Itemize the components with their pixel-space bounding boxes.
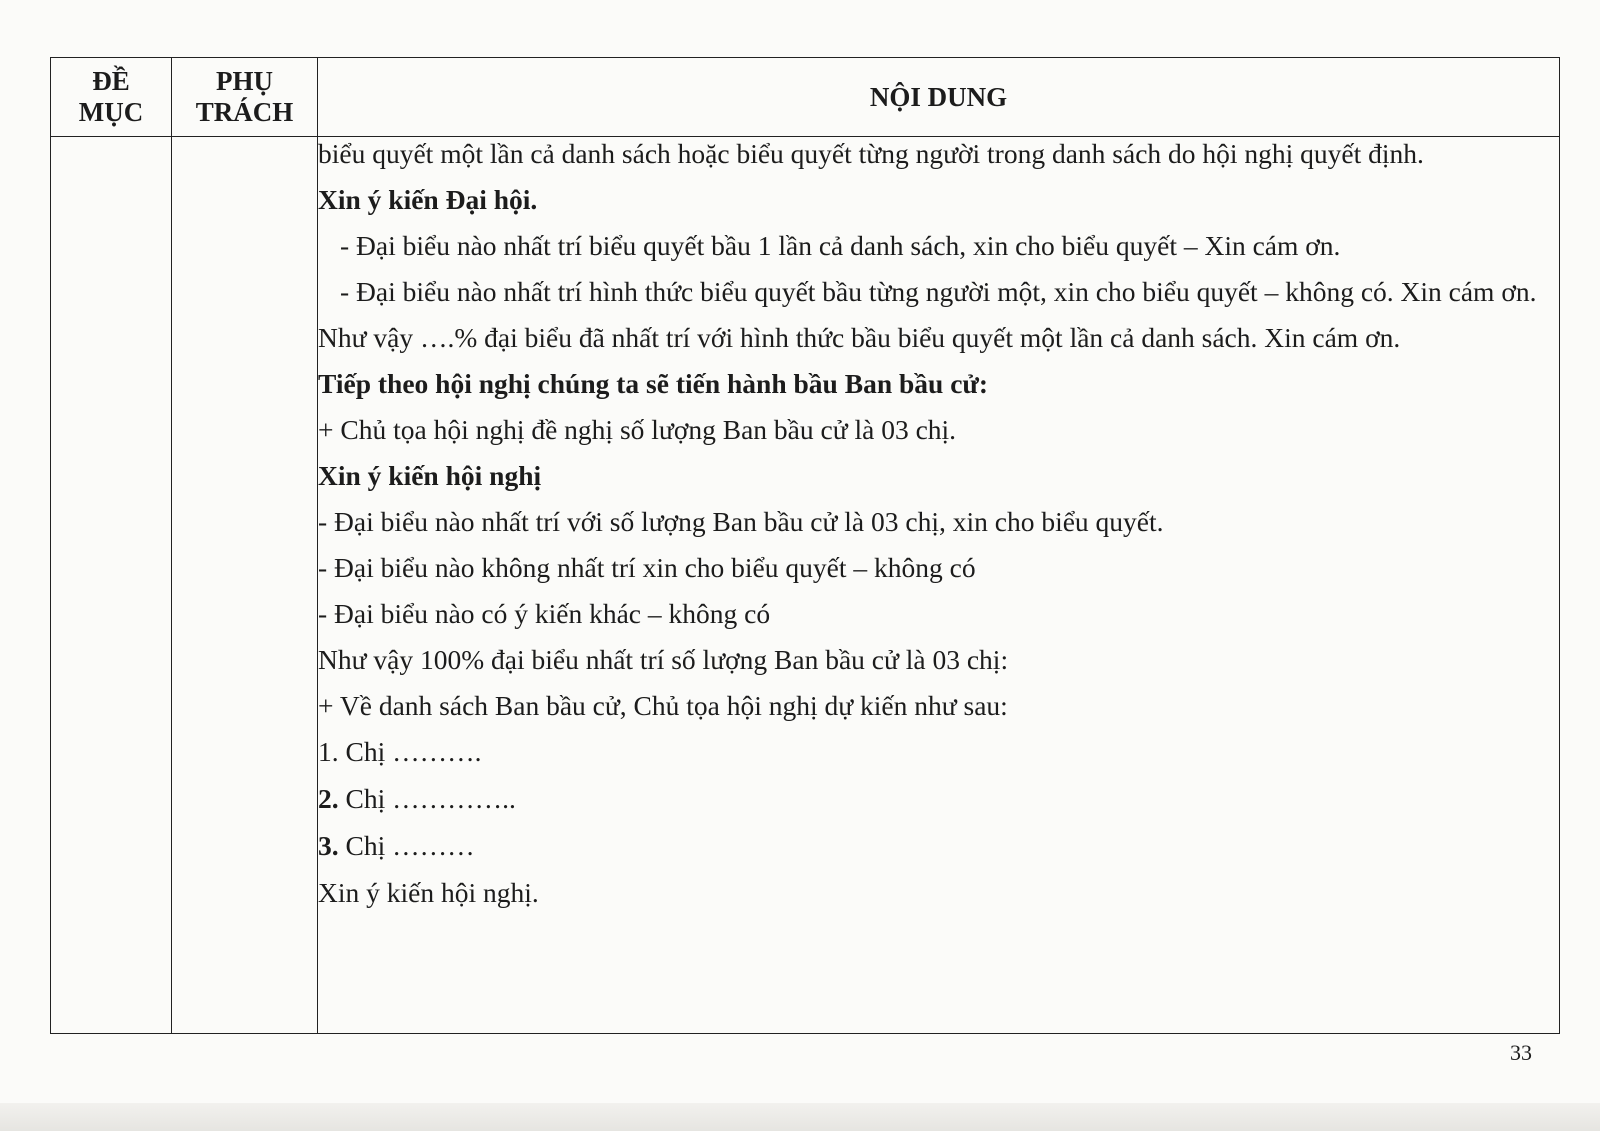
heading-xin-y-kien-dai-hoi: Xin ý kiến Đại hội. [318,184,538,215]
header-phu-trach-line1: PHỤ [216,66,273,96]
cell-noi-dung [318,137,1560,1034]
cell-de-muc [51,137,172,1034]
cell-phu-trach [172,137,318,1034]
list-item-number: 3. [318,830,339,861]
list-item-text: Chị ………. [345,736,482,767]
header-phu-trach-line2: TRÁCH [195,97,294,127]
paragraph-result-percent: Như vậy ….% đại biểu đã nhất trí với hình thức bầu biểu quyết một lần cả danh sách. Xin cám ơn. [318,322,1401,353]
list-item-text: Chị ……… [345,830,475,861]
paragraph-result-100: Như vậy 100% đại biểu nhất trí số lượng Ban bầu cử là 03 chị: [318,644,1009,675]
paragraph-proposal-count: + Chủ tọa hội nghị đề nghị số lượng Ban bầu cử là 03 chị. [318,414,957,445]
list-item [318,829,1559,862]
paragraph-vote-each: - Đại biểu nào nhất trí hình thức biểu quyết bầu từng người một, xin cho biểu quyết – không có. Xin cám ơn. [340,276,1537,307]
paragraph-other-opinion: - Đại biểu nào có ý kiến khác – không có [318,598,771,629]
header-de-muc-line1: ĐỀ [92,66,130,96]
header-phu-trach [172,58,318,137]
paragraph-closing: Xin ý kiến hội nghị. [318,877,539,908]
paragraph-agree: - Đại biểu nào nhất trí với số lượng Ban bầu cử là 03 chị, xin cho biểu quyết. [318,506,1164,537]
paragraph-disagree: - Đại biểu nào không nhất trí xin cho biểu quyết – không có [318,552,976,583]
page-number: 33 [1510,1040,1532,1065]
paragraph-vote-once: - Đại biểu nào nhất trí biểu quyết bầu 1 lần cả danh sách, xin cho biểu quyết – Xin cám ơn. [340,230,1341,261]
table-row [51,137,1560,1034]
header-de-muc-line2: MỤC [78,97,144,127]
paragraph-list-intro: + Về danh sách Ban bầu cử, Chủ tọa hội nghị dự kiến như sau: [318,690,1008,721]
list-item [318,735,1559,768]
table-header-row [51,58,1560,137]
header-de-muc [51,58,172,137]
page-bottom-edge [0,1103,1600,1131]
header-noi-dung: NỘI DUNG [318,58,1560,137]
list-item-text: Chị ………….. [345,783,516,814]
heading-xin-y-kien-hoi-nghi: Xin ý kiến hội nghị [318,460,542,491]
heading-ban-bau-cu: Tiếp theo hội nghị chúng ta sẽ tiến hành bầu Ban bầu cử: [318,368,989,399]
list-item-number: 2. [318,783,339,814]
list-item [318,782,1559,815]
agenda-table [50,57,1560,1034]
paragraph-voting-method: biểu quyết một lần cả danh sách hoặc biểu quyết từng người trong danh sách do hội nghị quyết định. [318,138,1424,169]
list-item-number: 1. [318,736,339,767]
